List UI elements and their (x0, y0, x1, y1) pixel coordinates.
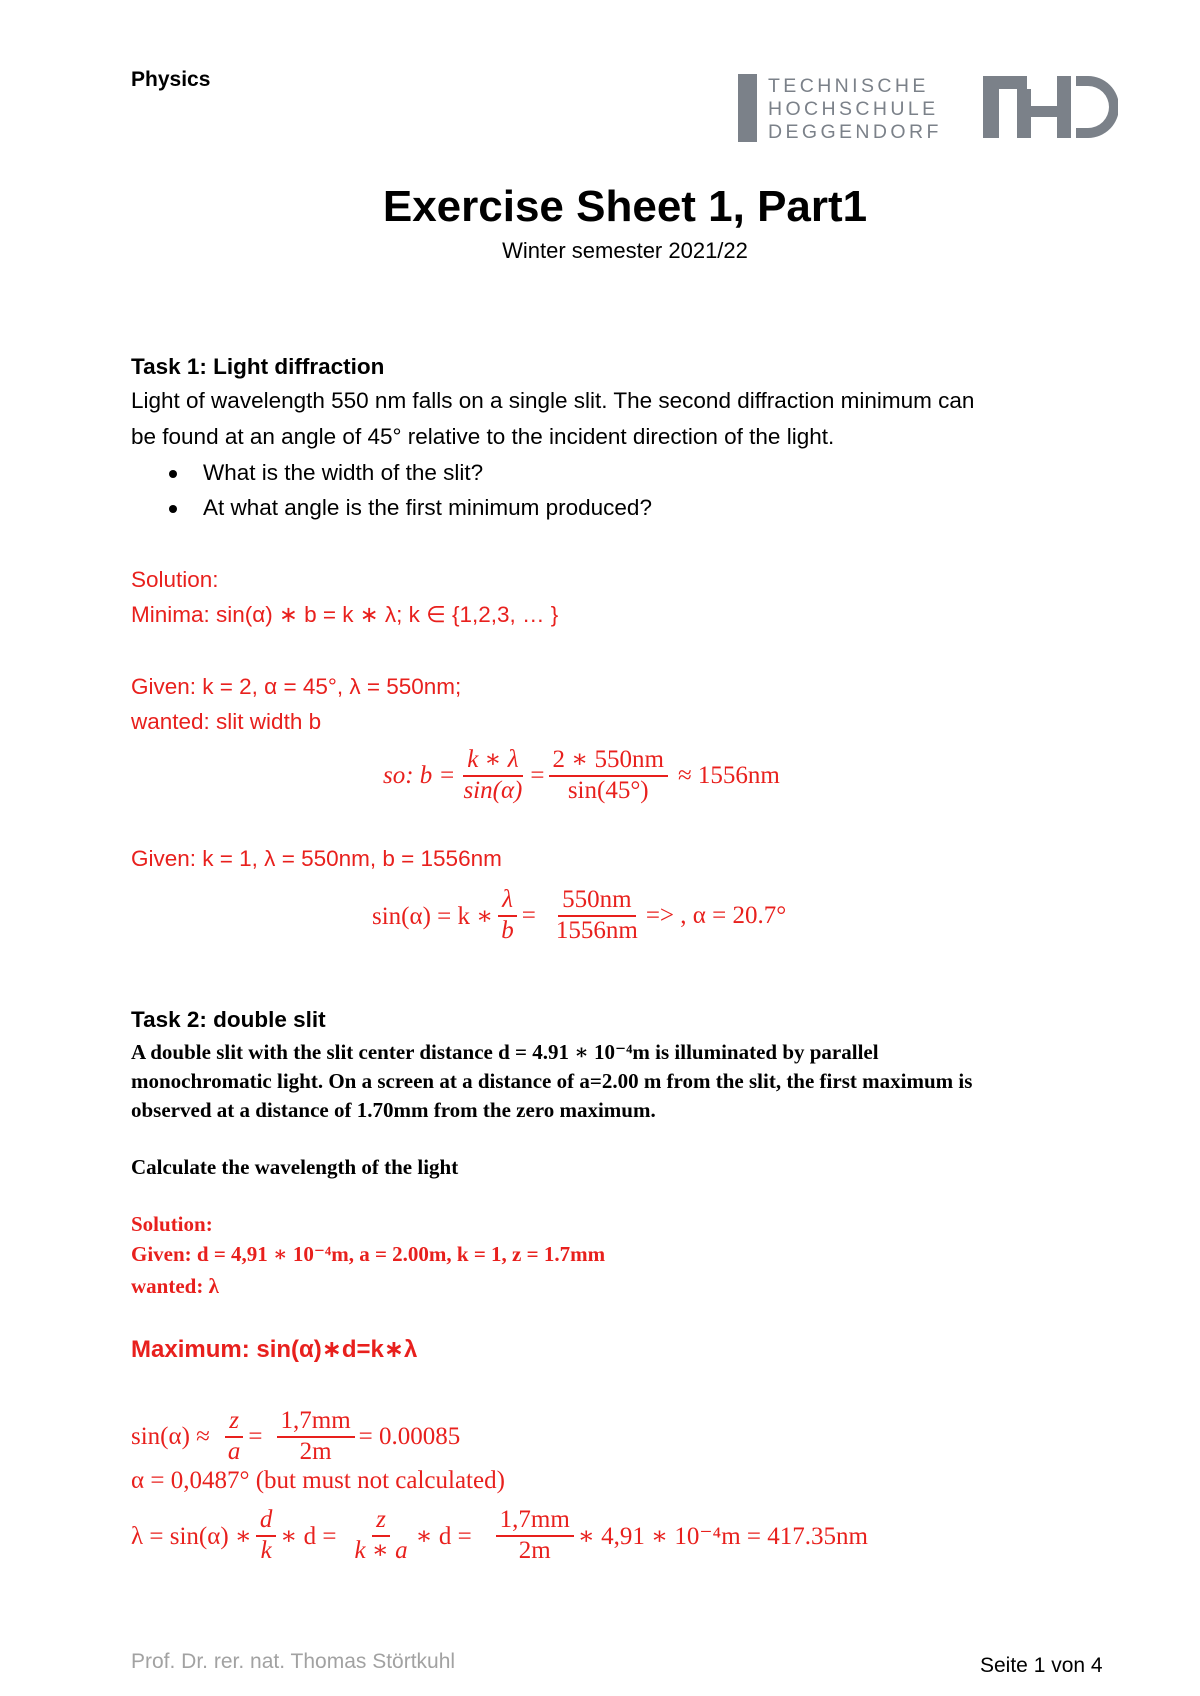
task1-solution-label: Solution: (131, 567, 219, 592)
task2-wanted: wanted: λ (131, 1274, 219, 1298)
task1-bullet-2 (169, 491, 652, 525)
task2-wavelength-equation (131, 1496, 868, 1576)
eq-sign: = (530, 762, 545, 789)
fraction-denominator: sin(α) (463, 777, 523, 804)
fraction-numerator: z (225, 1407, 243, 1438)
logo-line-2: HOCHSCHULE (768, 98, 939, 120)
task1-heading: Task 1: Light diffraction (131, 354, 385, 379)
eq-result: ≈ 1556nm (677, 762, 780, 789)
fraction (256, 1506, 277, 1566)
thd-logo (738, 74, 1118, 146)
eq-prefix: sin(α) = k ∗ (372, 903, 494, 930)
fraction (277, 1407, 355, 1467)
bullet-icon (169, 470, 177, 478)
fraction (350, 1506, 411, 1566)
task2-text-line-3: observed at a distance of 1.70mm from the zero maximum. (131, 1098, 656, 1122)
footer-author: Prof. Dr. rer. nat. Thomas Störtkuhl (131, 1650, 456, 1673)
fraction-denominator: k (260, 1537, 272, 1564)
eq-result: = 0.00085 (358, 1423, 461, 1450)
task1-wanted-1: wanted: slit width b (131, 709, 322, 734)
task1-angle-equation (372, 876, 786, 956)
fraction-numerator: z (372, 1506, 390, 1537)
eq-mid: ∗ d = (280, 1523, 337, 1550)
eq-sign: = (248, 1423, 263, 1450)
fraction-numerator: 1,7mm (277, 1407, 355, 1438)
fraction-denominator: k ∗ a (354, 1537, 408, 1564)
bullet-icon (169, 505, 177, 513)
fraction-numerator: k ∗ λ (463, 746, 522, 777)
fraction-denominator: a (227, 1438, 241, 1465)
bullet-text: At what angle is the first minimum produced? (203, 495, 652, 520)
logo-wordmark (768, 75, 942, 144)
fraction-numerator: d (256, 1506, 277, 1537)
eq-sign: = (521, 902, 536, 929)
fraction-denominator: 1556nm (555, 917, 638, 944)
eq-prefix: sin(α) ≈ (131, 1423, 210, 1450)
eq-result: ∗ 4,91 ∗ 10⁻⁴m = 417.35nm (577, 1523, 868, 1550)
fraction-denominator: b (501, 917, 514, 944)
task1-given-1: Given: k = 2, α = 45°, λ = 550nm; (131, 674, 462, 699)
task1-text-line-1: Light of wavelength 550 nm falls on a single slit. The second diffraction minimum can (131, 388, 975, 413)
fraction (552, 886, 642, 946)
eq-prefix: λ = sin(α) ∗ (131, 1523, 252, 1550)
logo-line-3: DEGGENDORF (768, 121, 942, 143)
fraction (459, 746, 526, 806)
task2-text-line-1: A double slit with the slit center distance d = 4.91 ∗ 10⁻⁴m is illuminated by parallel (131, 1040, 879, 1064)
fraction-denominator: sin(45°) (567, 777, 649, 804)
task2-maximum-formula: Maximum: sin(α)∗d=k∗λ (131, 1336, 418, 1363)
eq-mid: ∗ d = (415, 1523, 472, 1550)
fraction (224, 1407, 245, 1467)
logo-line-1: TECHNISCHE (768, 75, 929, 97)
task2-given: Given: d = 4,91 ∗ 10⁻⁴m, a = 2.00m, k = 1, z = 1.7mm (131, 1242, 606, 1266)
task2-solution-label: Solution: (131, 1212, 213, 1236)
fraction-numerator: 550nm (558, 886, 635, 917)
footer-page-number: Seite 1 von 4 (980, 1654, 1103, 1677)
task2-heading: Task 2: double slit (131, 1007, 326, 1032)
task2-text-line-2: monochromatic light. On a screen at a distance of a=2.00 m from the slit, the first maximum is (131, 1069, 973, 1093)
fraction (549, 746, 668, 806)
task2-alpha-line: α = 0,0487° (but must not calculated) (131, 1467, 505, 1494)
task1-minima-formula: Minima: sin(α) ∗ b = k ∗ λ; k ∈ {1,2,3, … } (131, 602, 559, 627)
fraction-numerator: λ (498, 886, 517, 917)
task2-question: Calculate the wavelength of the light (131, 1155, 459, 1179)
fraction-denominator: 2m (518, 1537, 551, 1564)
eq-prefix: so: b = (383, 762, 456, 789)
fraction-numerator: 2 ∗ 550nm (549, 746, 668, 777)
fraction (497, 886, 518, 946)
fraction-denominator: 2m (299, 1438, 332, 1465)
task1-text-line-2: be found at an angle of 45° relative to the incident direction of the light. (131, 424, 835, 449)
page-subtitle: Winter semester 2021/22 (502, 238, 748, 263)
fraction-numerator: 1,7mm (496, 1506, 574, 1537)
header-subject: Physics (131, 68, 211, 91)
task1-slit-width-equation (383, 736, 780, 816)
page-title: Exercise Sheet 1, Part1 (382, 182, 868, 231)
task2-approx-equation (131, 1397, 460, 1477)
task1-bullet-1 (169, 456, 483, 490)
task1-given-2: Given: k = 1, λ = 550nm, b = 1556nm (131, 846, 502, 871)
eq-result: => , α = 20.7° (645, 902, 787, 929)
bullet-text: What is the width of the slit? (203, 460, 484, 485)
fraction (496, 1506, 574, 1566)
